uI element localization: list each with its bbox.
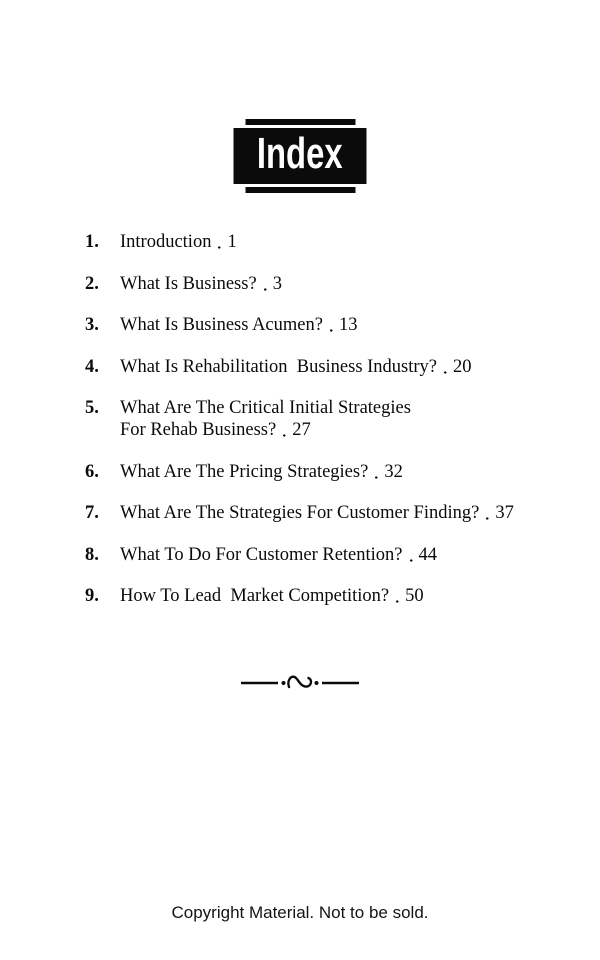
entry-number: 3. xyxy=(85,315,99,335)
dot-leader xyxy=(328,329,336,332)
dot-leader xyxy=(442,371,450,374)
entry-number: 6. xyxy=(85,461,99,482)
dot-leader xyxy=(262,288,270,291)
index-title-box xyxy=(234,128,367,184)
section-divider-flourish-icon xyxy=(239,670,361,696)
entry-title: How To Lead Market Competition? xyxy=(120,586,390,606)
page-number: 32 xyxy=(384,461,403,482)
page-number: 44 xyxy=(418,544,438,565)
page-number: 3 xyxy=(272,273,282,294)
toc-entry xyxy=(85,461,511,483)
entry-title-line2: For Rehab Business? xyxy=(120,420,277,440)
index-title-bar-bottom xyxy=(245,187,355,193)
copyright-notice: Copyright Material. Not to be sold. xyxy=(171,903,429,922)
entry-title: What Is Business Acumen? xyxy=(120,315,323,335)
entry-title: What Is Business? xyxy=(120,273,257,294)
toc-entry xyxy=(85,397,511,441)
toc-entry xyxy=(85,231,511,253)
table-of-contents xyxy=(85,231,514,627)
page-number: 37 xyxy=(495,503,514,523)
dot-leader xyxy=(281,434,289,437)
dot-leader xyxy=(408,559,416,562)
entry-number: 2. xyxy=(85,273,99,294)
dot-leader xyxy=(484,517,492,520)
entry-number: 1. xyxy=(85,232,99,252)
toc-entry xyxy=(85,356,511,378)
toc-entry xyxy=(85,585,511,607)
entry-title: What Are The Critical Initial Strategies xyxy=(120,398,411,418)
entry-number: 7. xyxy=(85,503,99,523)
page-title: Index xyxy=(257,130,343,178)
toc-entry xyxy=(85,544,511,566)
index-title-bar-top xyxy=(245,119,355,125)
toc-entry xyxy=(85,273,511,295)
entry-title: What Are The Strategies For Customer Finding? xyxy=(120,503,480,523)
page-number: 20 xyxy=(453,356,472,377)
entry-number: 8. xyxy=(85,544,99,565)
entry-number: 5. xyxy=(85,398,99,418)
toc-entry xyxy=(85,502,514,524)
entry-number: 9. xyxy=(85,586,99,606)
entry-title: What To Do For Customer Retention? xyxy=(120,544,403,565)
page-number: 27 xyxy=(292,420,311,440)
entry-number: 4. xyxy=(85,356,99,377)
dot-leader xyxy=(373,476,381,479)
index-title-block xyxy=(234,119,367,193)
page-number: 50 xyxy=(405,586,424,606)
toc-entry xyxy=(85,314,511,336)
page-number: 13 xyxy=(338,315,358,335)
page-number: 1 xyxy=(227,232,237,252)
dot-leader xyxy=(216,246,224,249)
entry-title: What Is Rehabilitation Business Industry? xyxy=(120,356,438,377)
entry-title: What Are The Pricing Strategies? xyxy=(120,461,369,482)
dot-leader xyxy=(394,600,402,603)
entry-title: Introduction xyxy=(120,232,212,252)
